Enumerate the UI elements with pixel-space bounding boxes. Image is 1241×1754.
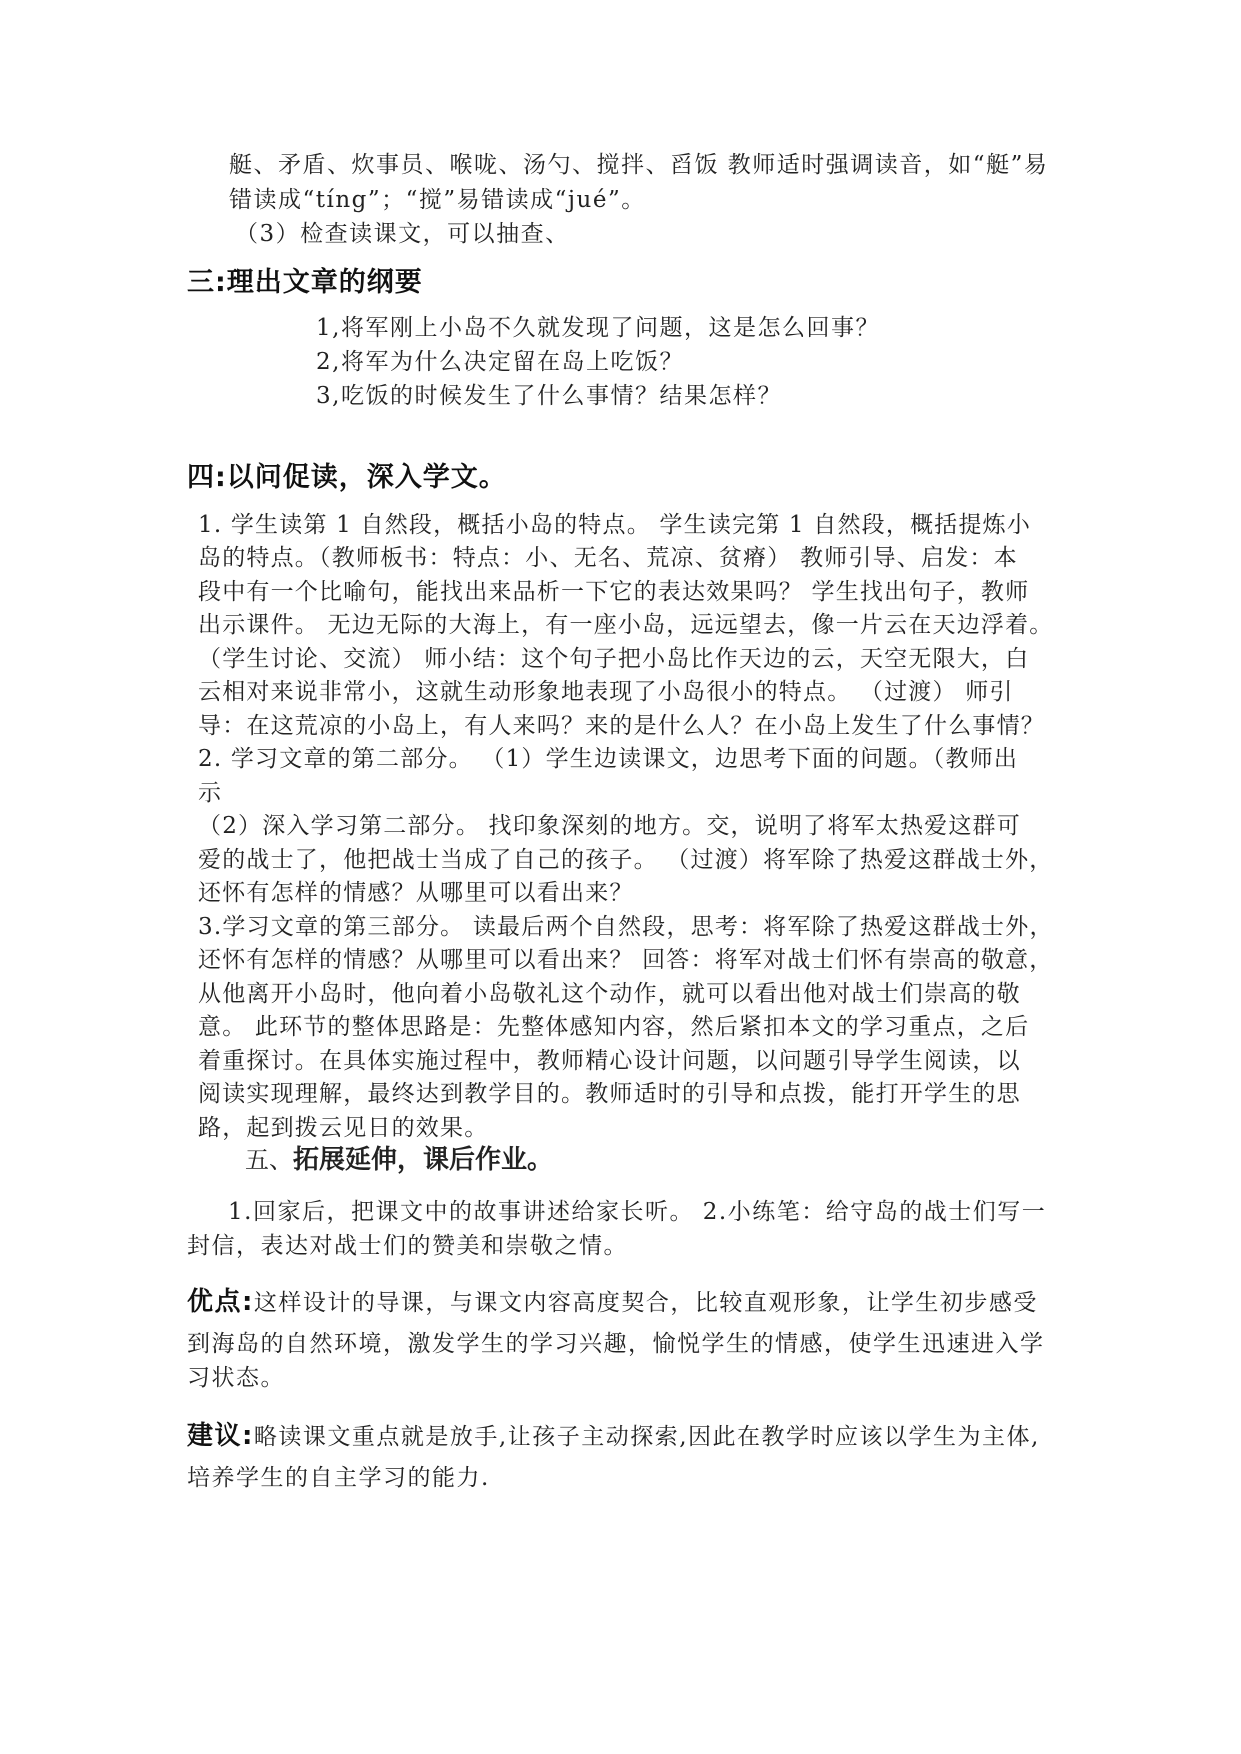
advantages-line-2: 到海岛的自然环境，激发学生的学习兴趣，愉悦学生的情感，使学生迅速进入学 [187,1331,1045,1357]
suggestion-label: 建议: [187,1421,254,1451]
section-5-line-1: 1.回家后，把课文中的故事讲述给家长听。 2.小练笔：给守岛的战士们写一 [228,1199,1047,1225]
suggestion-text-1: 略读课文重点就是放手,让孩子主动探索,因此在教学时应该以学生为主体, [253,1424,1040,1450]
section-4-line: 出示课件。 无边无际的大海上，有一座小岛，远远望去，像一片云在天边浮着。 [198,612,1054,638]
intro-line-3: （3）检查读课文，可以抽查、 [235,221,570,247]
section-5-line-2: 封信，表达对战士们的赞美和崇敬之情。 [187,1233,628,1259]
suggestion-line-1 [187,1419,1040,1454]
outline-item-2: 2,将军为什么决定留在岛上吃饭？ [316,349,684,375]
section-4-line: 阅读实现理解，最终达到教学目的。教师适时的引导和点拨，能打开学生的思 [198,1081,1021,1107]
advantages-label: 优点: [187,1287,254,1317]
section-4-line: 示 [198,780,223,806]
section-4-line: 段中有一个比喻句，能找出来品析一下它的表达效果吗？ 学生找出句子，教师 [198,579,1030,605]
advantages-text-1: 这样设计的导课，与课文内容高度契合，比较直观形象，让学生初步感受 [253,1290,1038,1316]
section-5-heading-main: 拓展延伸，课后作业。 [293,1145,554,1175]
outline-item-1: 1,将军刚上小岛不久就发现了问题，这是怎么回事？ [316,315,880,341]
outline-item-3: 3,吃饭的时候发生了什么事情？结果怎样？ [316,383,782,409]
section-3-heading: 三:理出文章的纲要 [187,267,423,298]
section-4-line: 还怀有怎样的情感？从哪里可以看出来？ [198,880,634,906]
section-4-line: 意。 此环节的整体思路是：先整体感知内容，然后紧扣本文的学习重点，之后 [198,1014,1030,1040]
section-4-line: 从他离开小岛时，他向着小岛敬礼这个动作，就可以看出他对战士们崇高的敬 [198,981,1021,1007]
section-4-line: （2）深入学习第二部分。 找印象深刻的地方。交，说明了将军太热爱这群可 [198,813,1021,839]
section-5-heading [245,1139,553,1176]
section-4-line: （学生讨论、交流） 师小结：这个句子把小岛比作天边的云，天空无限大，白 [198,646,1030,672]
section-4-heading: 四:以问促读，深入学文。 [187,462,507,493]
section-4-line: 路，起到拨云见日的效果。 [198,1115,489,1141]
section-4-line: 着重探讨。在具体实施过程中，教师精心设计问题，以问题引导学生阅读，以 [198,1048,1021,1074]
advantages-line-1 [187,1285,1038,1320]
section-4-line: 3.学习文章的第三部分。 读最后两个自然段，思考：将军除了热爱这群战士外， [198,914,1054,940]
section-4-line: 2. 学习文章的第二部分。 （1）学生边读课文，边思考下面的问题。（教师出 [198,746,1019,772]
section-4-line: 岛的特点。（教师板书：特点：小、无名、荒凉、贫瘠） 教师引导、启发：本 [198,545,1018,571]
section-4-line: 导：在这荒凉的小岛上，有人来吗？来的是什么人？在小岛上发生了什么事情？ [198,713,1045,739]
suggestion-line-2: 培养学生的自主学习的能力. [187,1465,490,1491]
section-5-heading-prefix: 五、 [245,1146,293,1174]
section-4-line: 1. 学生读第 1 自然段，概括小岛的特点。 学生读完第 1 自然段，概括提炼小 [198,512,1032,538]
section-4-line: 还怀有怎样的情感？从哪里可以看出来？ 回答：将军对战士们怀有崇高的敬意， [198,947,1054,973]
advantages-line-3: 习状态。 [187,1365,285,1391]
section-4-line: 爱的战士了，他把战士当成了自己的孩子。 （过渡）将军除了热爱这群战士外， [198,847,1054,873]
intro-line-2: 错读成“tíng”；“搅”易错读成“jué”。 [229,187,646,213]
intro-line-1: 艇、矛盾、炊事员、喉咙、汤勺、搅拌、舀饭 教师适时强调读音，如“艇”易 [229,152,1049,178]
section-4-line: 云相对来说非常小，这就生动形象地表现了小岛很小的特点。 （过渡） 师引 [198,679,1014,705]
